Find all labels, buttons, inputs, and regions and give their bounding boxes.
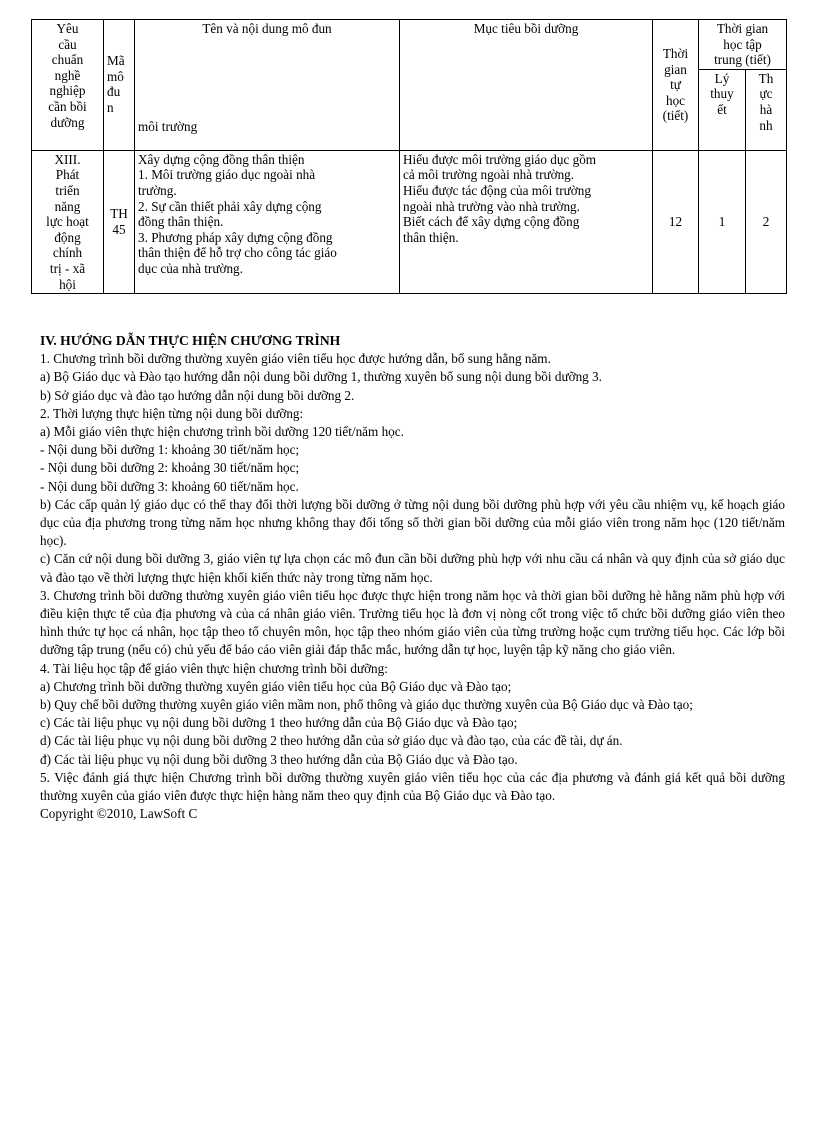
paragraph: c) Các tài liệu phục vụ nội dung bồi dưỡng 1 theo hướng dẫn của Bộ Giáo dục và Đào tạo; <box>40 715 518 731</box>
header-module-content <box>135 20 400 151</box>
cell-requirement: XIII. Phát triển năng lực hoạt động chính trị - xã hội <box>32 150 104 293</box>
cell-module-content: Xây dựng cộng đồng thân thiện 1. Môi trường giáo dục ngoài nhà trường. 2. Sự cần thiết phải xây dựng cộng đồng thân thiện. 3. Phương pháp xây dựng cộng đồng thân thiện để hỗ trợ cho công tác giáo dục của nhà trường. <box>135 150 400 293</box>
paragraph: - Nội dung bồi dưỡng 1: khoảng 30 tiết/năm học; <box>40 442 300 458</box>
cell-objective: Hiểu được môi trường giáo dục gồm cả môi trường ngoài nhà trường. Hiểu được tác động của môi trường ngoài nhà trường vào nhà trường. Biết cách để xây dựng cộng đồng thân thiện. <box>400 150 653 293</box>
paragraph: - Nội dung bồi dưỡng 2: khoảng 30 tiết/năm học; <box>40 460 300 476</box>
paragraph: đ) Các tài liệu phục vụ nội dung bồi dưỡng 3 theo hướng dẫn của Bộ Giáo dục và Đào tạo. <box>40 751 518 767</box>
paragraph: a) Bộ Giáo dục và Đào tạo hướng dẫn nội dung bồi dưỡng 1, thường xuyên bổ sung nội dung bồi dưỡng 3. <box>40 369 602 385</box>
cell-practice: 2 <box>746 150 787 293</box>
paragraph: b) Sở giáo dục và đào tạo hướng dẫn nội dung bồi dưỡng 2. <box>40 387 355 403</box>
header-module-code: Mã mô đu n <box>104 20 135 151</box>
header-theory: Lý thuy ết <box>699 69 746 150</box>
header-self-study-time: Thời gian tự học (tiết) <box>653 20 699 151</box>
cell-module-code: TH 45 <box>104 150 135 293</box>
paragraph: 3. Chương trình bồi dưỡng thường xuyên giáo viên tiểu học được thực hiện trong năm học và thời gian bồi dưỡng hè hằng năm phù hợp với điều kiện thực tế của địa phương và của cá nhân giáo viên. Trường tiểu học là đơn vị nòng cốt trong việc tổ chức bồi dưỡng giáo viên theo hình thức tự học cá nhân, học tập theo tổ chuyên môn, học tập theo nhóm giáo viên của từng trường hoặc cụm trường tiểu học. Các lớp bồi dưỡng tập trung (nếu có) chủ yếu để báo cáo viên giải đáp thắc mắc, hướng dẫn tự học, luyện tập kỹ năng cho giáo viên. <box>40 587 785 658</box>
curriculum-table <box>31 19 787 294</box>
paragraph: - Nội dung bồi dưỡng 3: khoảng 60 tiết/năm học. <box>40 478 299 494</box>
header-requirement: Yêu cầu chuẩn nghề nghiệp cần bồi dưỡng <box>32 20 104 151</box>
paragraph: d) Các tài liệu phục vụ nội dung bồi dưỡng 2 theo hướng dẫn của sở giáo dục và đào tạo, của các đề tài, dự án. <box>40 733 623 749</box>
header-module-content-trailing: môi trường <box>138 118 198 134</box>
paragraph: 1. Chương trình bồi dưỡng thường xuyên giáo viên tiểu học được hướng dẫn, bổ sung hằng năm. <box>40 351 551 367</box>
header-concentrated-time: Thời gian học tập trung (tiết) <box>699 20 787 70</box>
paragraph: b) Quy chế bồi dưỡng thường xuyên giáo viên mầm non, phổ thông và giáo dục thường xuyên của Bộ Giáo dục và Đào tạo; <box>40 697 693 713</box>
paragraph: 5. Việc đánh giá thực hiện Chương trình bồi dưỡng thường xuyên giáo viên tiểu học của các địa phương và đánh giá kết quả bồi dưỡng thường xuyên của giáo viên được thực hiện hàng năm theo quy định của Bộ Giáo dục và Đào tạo. <box>40 769 785 804</box>
table-row <box>32 150 787 293</box>
paragraph: b) Các cấp quản lý giáo dục có thể thay đổi thời lượng bồi dưỡng ở từng nội dung bồi dưỡng phù hợp với yêu cầu nhiệm vụ, kế hoạch giáo dục của địa phương trong từng năm học nhưng không thay đổi tổng số thời gian bồi dưỡng của mỗi giáo viên trong năm học (120 tiết/năm học). <box>40 496 785 549</box>
paragraph: a) Chương trình bồi dưỡng thường xuyên giáo viên tiểu học của Bộ Giáo dục và Đào tạo; <box>40 678 512 694</box>
instructions-section <box>40 332 785 823</box>
section-heading: IV. HƯỚNG DẪN THỰC HIỆN CHƯƠNG TRÌNH <box>40 333 341 348</box>
cell-self-study-time: 12 <box>653 150 699 293</box>
header-practice: Th ực hà nh <box>746 69 787 150</box>
paragraph: 2. Thời lượng thực hiện từng nội dung bồi dưỡng: <box>40 405 304 421</box>
header-objective: Mục tiêu bồi dưỡng <box>400 20 653 151</box>
cell-theory: 1 <box>699 150 746 293</box>
copyright-text: Copyright ©2010, LawSoft C <box>40 806 198 822</box>
header-module-content-label: Tên và nội dung mô đun <box>202 21 332 36</box>
paragraph: c) Căn cứ nội dung bồi dưỡng 3, giáo viên tự lựa chọn các mô đun cần bồi dưỡng phù hợp với nhu cầu cá nhân và quy định của sở giáo dục và đào tạo về thời lượng thực hiện khối kiến thức này trong từng năm học. <box>40 551 785 585</box>
paragraph: a) Mỗi giáo viên thực hiện chương trình bồi dưỡng 120 tiết/năm học. <box>40 424 404 440</box>
paragraph: 4. Tài liệu học tập để giáo viên thực hiện chương trình bồi dưỡng: <box>40 660 388 676</box>
table-header-row <box>32 20 787 70</box>
